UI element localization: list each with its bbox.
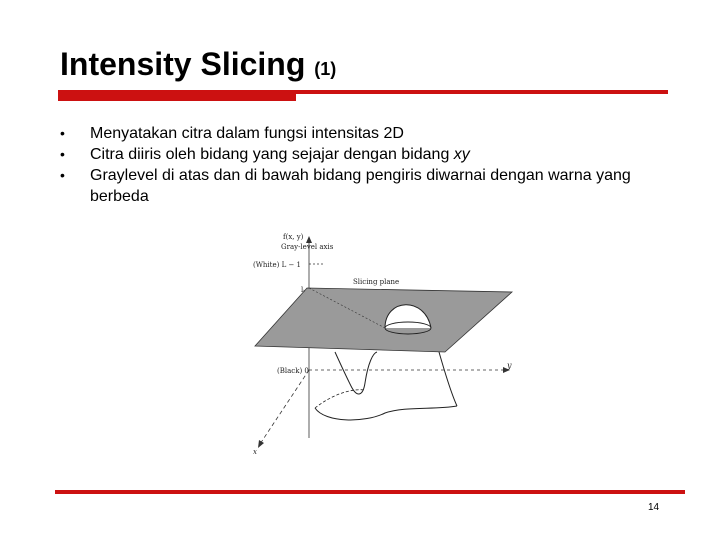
bullet-item [60,165,670,207]
bullet-text: Graylevel di atas dan di bawah bidang pengiris diwarnai dengan warna yang berbeda [90,167,631,205]
plane-label: Slicing plane [353,278,400,286]
bullet-item [60,123,670,144]
function-label: f(x, y) [283,233,304,241]
x-axis [260,370,309,444]
x-label: x [253,448,257,456]
bullet-italic-term: xy [453,146,470,163]
title-text: Intensity Slicing [60,46,306,82]
function-base-front [315,406,457,420]
bullet-dot: • [60,146,65,162]
slicing-diagram [235,228,525,458]
title-rule-thick [58,90,296,101]
axis-arrowhead [306,236,312,243]
axis-label: Gray-level axis [281,243,334,251]
title-suffix: (1) [314,59,337,79]
black-label: (Black) 0 [277,367,309,375]
li-label: lᵢ [301,286,305,294]
function-right-surface [439,352,457,406]
footer-rule [55,490,685,494]
bullet-item [60,144,670,165]
bullet-text: Menyatakan citra dalam fungsi intensitas 2D [90,125,404,142]
page-number: 14 [648,502,660,513]
intensity-slicing-figure [235,228,525,458]
slide-title [60,46,336,83]
bullet-list [60,123,670,207]
slicing-plane [255,288,512,352]
function-base-back [315,390,365,408]
function-left-surface [335,352,377,394]
y-label: y [507,361,512,370]
white-label: (White) L − 1 [253,261,302,269]
x-arrowhead [258,440,264,448]
bullet-text: Citra diiris oleh bidang yang sejajar dengan bidang [90,146,454,163]
bullet-dot: • [60,125,65,141]
bullet-dot: • [60,167,65,183]
